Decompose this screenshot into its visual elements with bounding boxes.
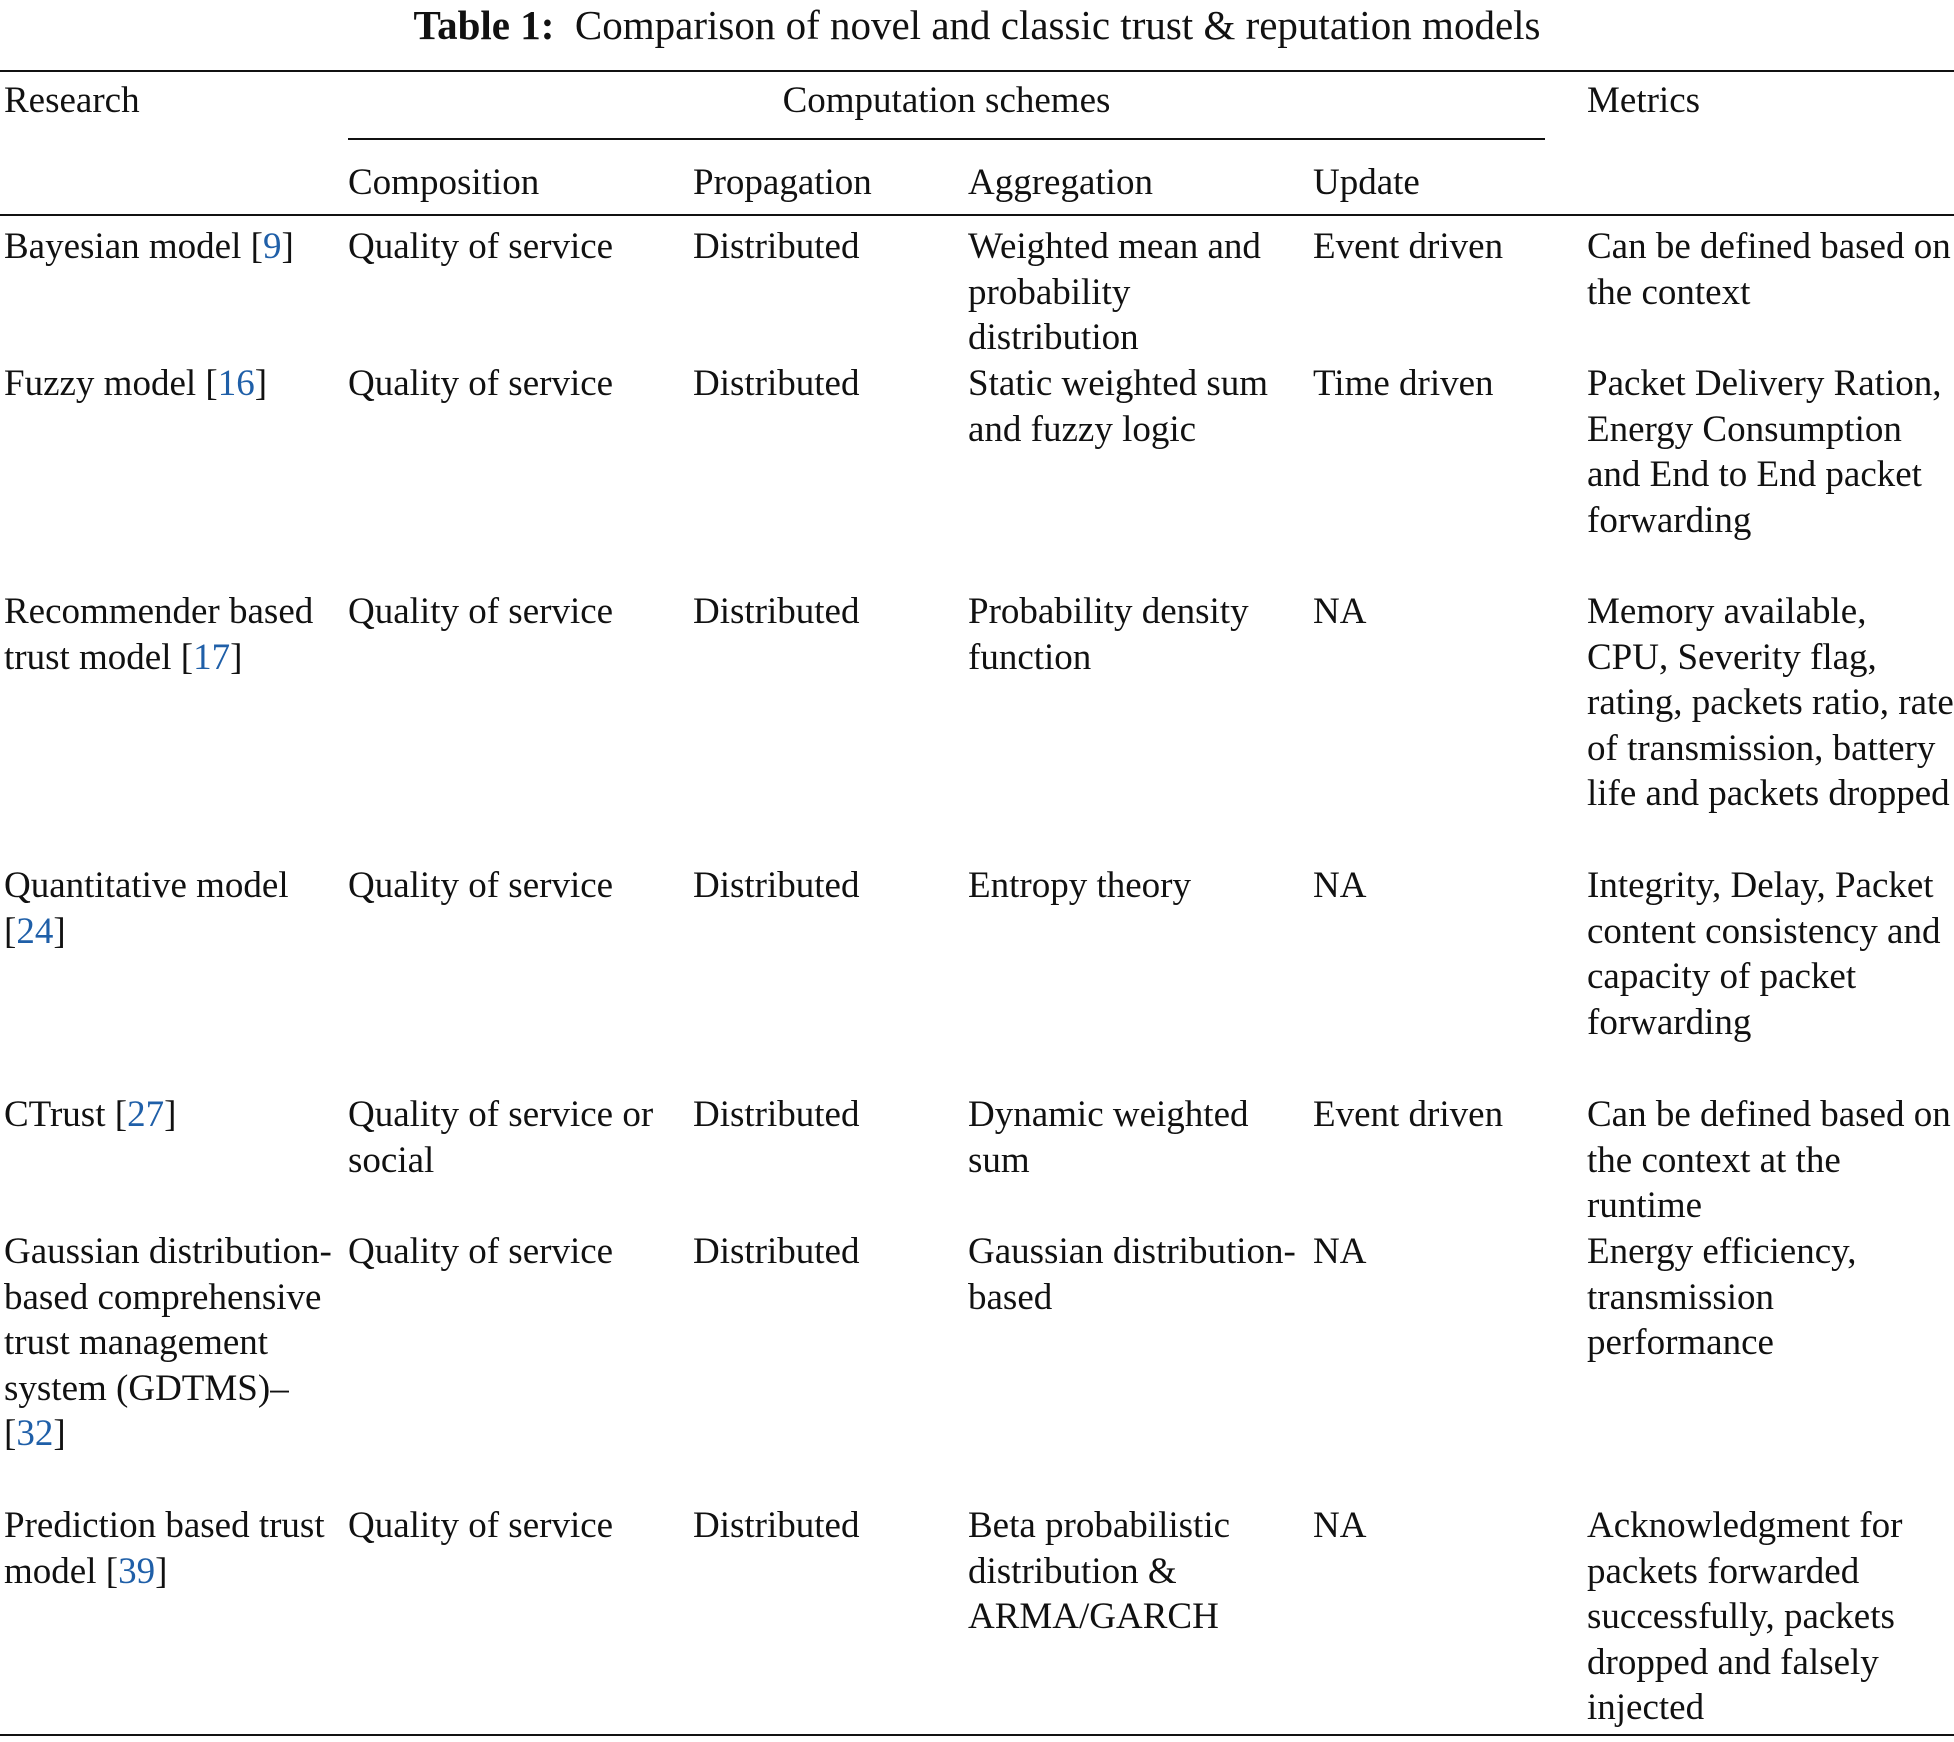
header-research: Research [4, 80, 140, 121]
header-update: Update [1313, 162, 1420, 203]
cell-metrics: Can be defined based on the context at the runtime [1587, 1094, 1951, 1227]
header-computation-schemes: Computation schemes [782, 80, 1111, 121]
cell-propagation: Distributed [693, 1231, 860, 1272]
cell-update: Event driven [1313, 1094, 1504, 1135]
cell-composition: Quality of service [348, 591, 614, 632]
cell-update: NA [1313, 591, 1367, 632]
citation-link[interactable]: 32 [16, 1413, 54, 1455]
cell-propagation: Distributed [693, 591, 860, 632]
header-metrics: Metrics [1587, 80, 1701, 121]
cell-composition: Quality of service [348, 865, 614, 906]
cell-aggregation: Entropy theory [968, 865, 1191, 906]
group-rule [348, 138, 1545, 140]
cell-aggregation: Gaussian distribution-based [968, 1231, 1296, 1318]
cell-metrics: Can be defined based on the context [1587, 226, 1951, 313]
cell-update: NA [1313, 1231, 1367, 1272]
cell-propagation: Distributed [693, 1094, 860, 1135]
cell-composition: Quality of service [348, 226, 614, 267]
bottom-rule [0, 1734, 1954, 1736]
cell-research: Fuzzy model [16] [4, 363, 268, 404]
citation-link[interactable]: 24 [16, 910, 54, 952]
cell-propagation: Distributed [693, 865, 860, 906]
cell-update: NA [1313, 865, 1367, 906]
cell-propagation: Distributed [693, 363, 860, 404]
cell-aggregation: Dynamic weighted sum [968, 1094, 1249, 1181]
citation-link[interactable]: 39 [118, 1550, 156, 1592]
top-rule [0, 70, 1954, 72]
cell-propagation: Distributed [693, 1505, 860, 1546]
cell-aggregation: Static weighted sum and fuzzy logic [968, 363, 1269, 450]
cell-research: Quantitative model [24] [4, 865, 289, 952]
cell-aggregation: Beta probabilistic distribution & ARMA/GARCH [968, 1505, 1231, 1638]
cell-metrics: Acknowledgment for packets forwarded successfully, packets dropped and falsely injected [1587, 1505, 1903, 1729]
cell-research: Recommender based trust model [17] [4, 591, 314, 678]
cell-composition: Quality of service or social [348, 1094, 654, 1181]
cell-composition: Quality of service [348, 1505, 614, 1546]
header-rule [0, 214, 1954, 216]
cell-composition: Quality of service [348, 363, 614, 404]
cell-research: Prediction based trust model [39] [4, 1505, 325, 1592]
cell-aggregation: Weighted mean and probability distribution [968, 226, 1261, 359]
citation-link[interactable]: 16 [217, 363, 255, 404]
citation-link[interactable]: 9 [262, 226, 282, 267]
header-composition: Composition [348, 162, 540, 203]
cell-composition: Quality of service [348, 1231, 614, 1272]
cell-metrics: Integrity, Delay, Packet content consistency and capacity of packet forwarding [1587, 865, 1941, 1043]
cell-research: Bayesian model [9] [4, 226, 294, 267]
table-caption [0, 0, 1954, 50]
cell-metrics: Memory available, CPU, Severity flag, rating, packets ratio, rate of transmission, battery life and packets dropped [1587, 591, 1954, 815]
cell-metrics: Packet Delivery Ration, Energy Consumption and End to End packet forwarding [1587, 363, 1942, 541]
cell-update: Time driven [1313, 363, 1494, 404]
cell-research: Gaussian distribution-based comprehensive trust management system (GDTMS)–[32] [4, 1231, 332, 1455]
cell-research: CTrust [27] [4, 1094, 177, 1135]
table-label: Table 1: [413, 2, 555, 48]
cell-aggregation: Probability density function [968, 591, 1249, 678]
cell-update: NA [1313, 1505, 1367, 1546]
citation-link[interactable]: 27 [127, 1094, 165, 1135]
cell-metrics: Energy efficiency, transmission performance [1587, 1231, 1857, 1364]
table-title: Comparison of novel and classic trust & reputation models [574, 2, 1541, 48]
cell-update: Event driven [1313, 226, 1504, 267]
citation-link[interactable]: 17 [193, 636, 231, 678]
header-aggregation: Aggregation [968, 162, 1153, 203]
cell-propagation: Distributed [693, 226, 860, 267]
header-propagation: Propagation [693, 162, 872, 203]
